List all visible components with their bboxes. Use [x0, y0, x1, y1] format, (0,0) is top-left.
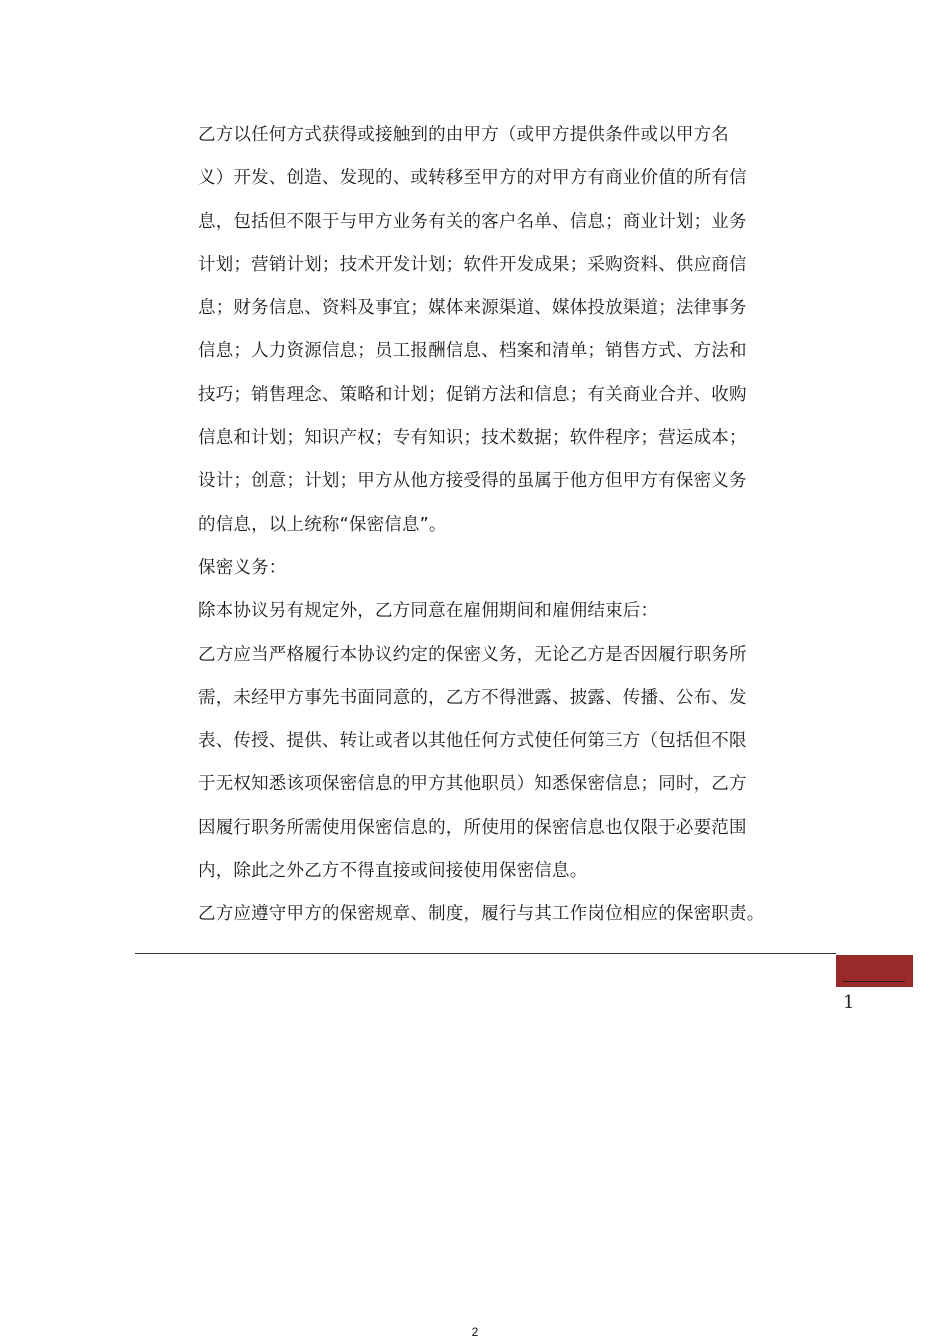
page-tab-decoration	[836, 955, 913, 987]
text-line: 息，包括但不限于与甲方业务有关的客户名单、信息；商业计划；业务	[198, 211, 747, 232]
footer-divider	[135, 953, 836, 954]
paragraph	[198, 590, 802, 633]
paragraph	[198, 893, 802, 936]
paragraph	[198, 634, 802, 894]
text-line: 表、传授、提供、转让或者以其他任何方式使任何第三方（包括但不限	[198, 731, 747, 752]
text-line: 信息；人力资源信息；员工报酬信息、档案和清单；销售方式、方法和	[198, 341, 747, 362]
text-line: 乙方应当严格履行本协议约定的保密义务，无论乙方是否因履行职务所	[198, 644, 747, 665]
text-line: 息；财务信息、资料及事宜；媒体来源渠道、媒体投放渠道；法律事务	[198, 298, 747, 319]
page-number: 1	[843, 992, 855, 1013]
text-line: 乙方应遵守甲方的保密规章、制度，履行与其工作岗位相应的保密职责。	[198, 904, 765, 925]
body-text	[198, 114, 802, 937]
text-line: 技巧；销售理念、策略和计划；促销方法和信息；有关商业合并、收购	[198, 384, 747, 405]
paragraph	[198, 114, 802, 547]
page-tab-underline	[843, 981, 905, 982]
paragraph	[198, 547, 802, 590]
text-line: 计划；营销计划；技术开发计划；软件开发成果；采购资料、供应商信	[198, 254, 747, 275]
text-line: 义）开发、创造、发现的、或转移至甲方的对甲方有商业价值的所有信	[198, 168, 747, 189]
text-line: 设计；创意；计划；甲方从他方接受得的虽属于他方但甲方有保密义务	[198, 471, 747, 492]
text-line: 的信息，以上统称“保密信息”。	[198, 514, 447, 535]
text-line: 需，未经甲方事先书面同意的，乙方不得泄露、披露、传播、公布、发	[198, 687, 747, 708]
text-line: 内，除此之外乙方不得直接或间接使用保密信息。	[198, 861, 588, 882]
text-line: 除本协议另有规定外，乙方同意在雇佣期间和雇佣结束后：	[198, 601, 659, 622]
text-line: 于无权知悉该项保密信息的甲方其他职员）知悉保密信息；同时，乙方	[198, 774, 747, 795]
text-line: 保密义务：	[198, 557, 287, 578]
text-line: 信息和计划；知识产权；专有知识；技术数据；软件程序；营运成本；	[198, 428, 747, 449]
text-line: 乙方以任何方式获得或接触到的由甲方（或甲方提供条件或以甲方名	[198, 125, 729, 145]
text-line: 因履行职务所需使用保密信息的，所使用的保密信息也仅限于必要范围	[198, 817, 747, 838]
footer-page-number: 2	[471, 1325, 479, 1339]
